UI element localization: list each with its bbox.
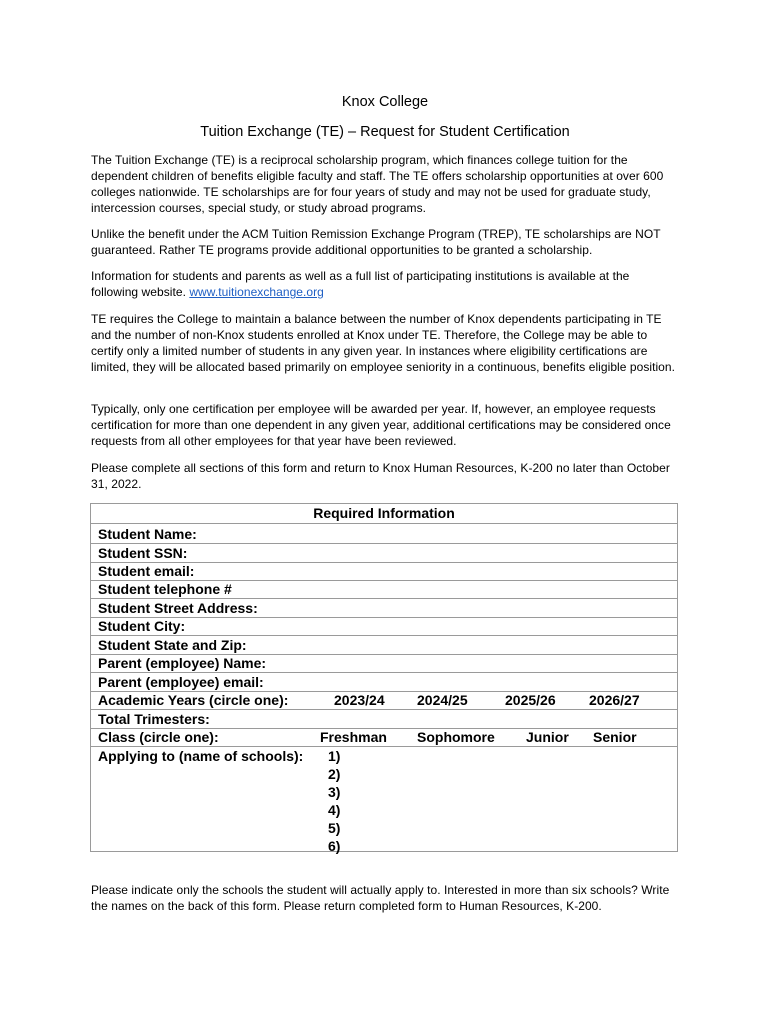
student-state-zip-field[interactable]: Student State and Zip: (98, 637, 247, 653)
form-title: Tuition Exchange (TE) – Request for Student Certification (200, 124, 570, 140)
college-name: Knox College (341, 94, 429, 110)
student-street-address-field[interactable]: Student Street Address: (98, 600, 258, 616)
form-heading: Required Information (91, 504, 677, 524)
paragraph-information (91, 268, 676, 300)
year-option-2026-27[interactable]: 2026/27 (589, 692, 640, 708)
year-option-2025-26[interactable]: 2025/26 (505, 692, 556, 708)
paragraph-one-certification: Typically, only one certification per employee will be awarded per year. If, however, an employee requests certification for more than one dependent in any given year, additional certifications may be considered once requests from all other employees for that year have been reviewed. (91, 402, 671, 448)
information-text: Information for students and parents as well as a full list of participating institutions is available at the following website. (91, 269, 630, 299)
year-option-2024-25[interactable]: 2024/25 (417, 692, 468, 708)
paragraph-balance: TE requires the College to maintain a balance between the number of Knox dependents participating in TE and the number of non-Knox students enrolled at Knox under TE. Therefore, the College may be able to certify only a limited number of students in any given year. In instances where eligibility certifications are limited, they will be allocated based primarily on employee seniority in a continuous, benefits eligible position. (91, 312, 676, 374)
student-email-field[interactable]: Student email: (98, 563, 195, 579)
required-information-form (90, 503, 678, 852)
academic-years-label: Academic Years (circle one): (98, 692, 289, 708)
parent-email-field[interactable]: Parent (employee) email: (98, 674, 264, 690)
class-option-senior[interactable]: Senior (593, 729, 637, 745)
year-option-2023-24[interactable]: 2023/24 (334, 692, 385, 708)
school-number-5[interactable]: 5) (328, 820, 341, 836)
tuition-exchange-link[interactable]: www.tuitionexchange.org (189, 285, 324, 299)
school-number-2[interactable]: 2) (328, 766, 341, 782)
class-option-freshman[interactable]: Freshman (320, 729, 387, 745)
student-telephone-field[interactable]: Student telephone # (98, 581, 232, 597)
class-label: Class (circle one): (98, 729, 219, 745)
school-number-3[interactable]: 3) (328, 784, 341, 800)
paragraph-deadline: Please complete all sections of this form and return to Knox Human Resources, K-200 no later than October 31, 2022. (91, 461, 670, 491)
student-ssn-field[interactable]: Student SSN: (98, 545, 188, 561)
school-number-4[interactable]: 4) (328, 802, 341, 818)
student-city-field[interactable]: Student City: (98, 618, 186, 634)
class-option-sophomore[interactable]: Sophomore (417, 729, 495, 745)
class-option-junior[interactable]: Junior (526, 729, 569, 745)
school-number-1[interactable]: 1) (328, 748, 341, 764)
footer-note: Please indicate only the schools the student will actually apply to. Interested in more than six schools? Write the names on the back of this form. Please return completed form to Human Resources, K-200. (91, 883, 670, 913)
parent-name-field[interactable]: Parent (employee) Name: (98, 655, 267, 671)
student-name-field[interactable]: Student Name: (98, 526, 197, 542)
total-trimesters-field[interactable]: Total Trimesters: (98, 711, 210, 727)
paragraph-not-guaranteed: Unlike the benefit under the ACM Tuition Remission Exchange Program (TREP), TE scholarships are NOT guaranteed. Rather TE programs provide additional opportunities to be granted a scholarship. (91, 227, 661, 257)
paragraph-program-overview: The Tuition Exchange (TE) is a reciprocal scholarship program, which finances college tuition for the dependent children of benefits eligible faculty and staff. The TE offers scholarship opportunities at over 600 colleges nationwide. TE scholarships are for four years of study and may not be used for graduate study, intercession courses, special study, or study abroad programs. (91, 153, 664, 215)
school-number-6[interactable]: 6) (328, 838, 341, 854)
applying-to-label: Applying to (name of schools): (98, 748, 304, 764)
